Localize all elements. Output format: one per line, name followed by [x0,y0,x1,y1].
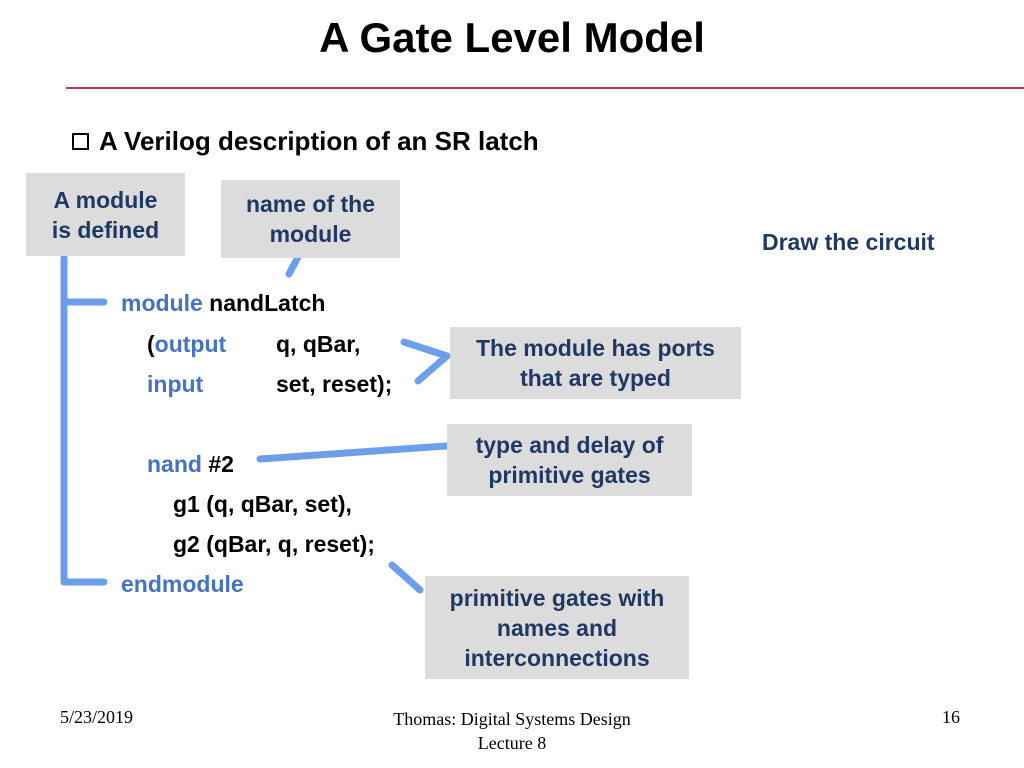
module-name-pointer-line [289,257,298,274]
code-text: ( [147,331,155,357]
code-line-output [147,331,226,358]
footer-page-number: 16 [942,707,960,727]
callout-module-defined [26,173,185,256]
code-line-input-args: set, reset); [276,371,393,397]
callout-text: primitive gates [488,462,651,488]
ports-pointer-line [404,342,447,381]
footer-lecture: Lecture 8 [477,733,547,753]
keyword: nand [147,451,202,477]
code-line-nand [147,451,234,478]
code-line-g1: g1 (q, qBar, set), [173,491,352,517]
callout-module-name [221,180,400,258]
delay-pointer-line [260,446,446,459]
code-text: nandLatch [209,290,326,316]
callout-text: primitive gates with [449,584,665,611]
callout-text: A module [53,186,158,213]
code-line-output-args: q, qBar, [276,331,361,357]
code-line-endmodule [121,571,244,598]
callout-text: name of the [245,191,376,217]
gates-pointer-line [392,565,420,590]
code-line-module [121,290,325,317]
module-bracket-line [64,258,104,582]
callout-text: that are typed [520,365,671,391]
callout-text: interconnections [464,644,650,671]
bullet-text: A Verilog description of an SR latch [99,126,539,156]
footer-course [362,707,662,755]
code-line-g2: g2 (qBar, q, reset); [173,531,375,557]
callout-ports-typed [450,327,741,399]
page-title: A Gate Level Model [319,14,705,61]
callout-type-delay [447,424,692,496]
keyword: output [154,331,227,357]
callout-text: names and [496,614,618,641]
code-text: #2 [208,451,234,477]
footer-course-title: Thomas: Digital Systems Design [393,709,631,729]
callout-gate-names [425,576,689,679]
footer-date: 5/23/2019 [60,707,134,727]
keyword: module [121,290,203,316]
code-line-input [147,371,203,398]
callout-text: module [269,221,352,247]
callout-text: type and delay of [475,432,664,458]
callout-text: The module has ports [476,335,715,361]
draw-circuit-note: Draw the circuit [762,229,935,255]
keyword: endmodule [121,571,244,597]
keyword: input [147,371,204,397]
callout-text: is defined [51,216,160,243]
